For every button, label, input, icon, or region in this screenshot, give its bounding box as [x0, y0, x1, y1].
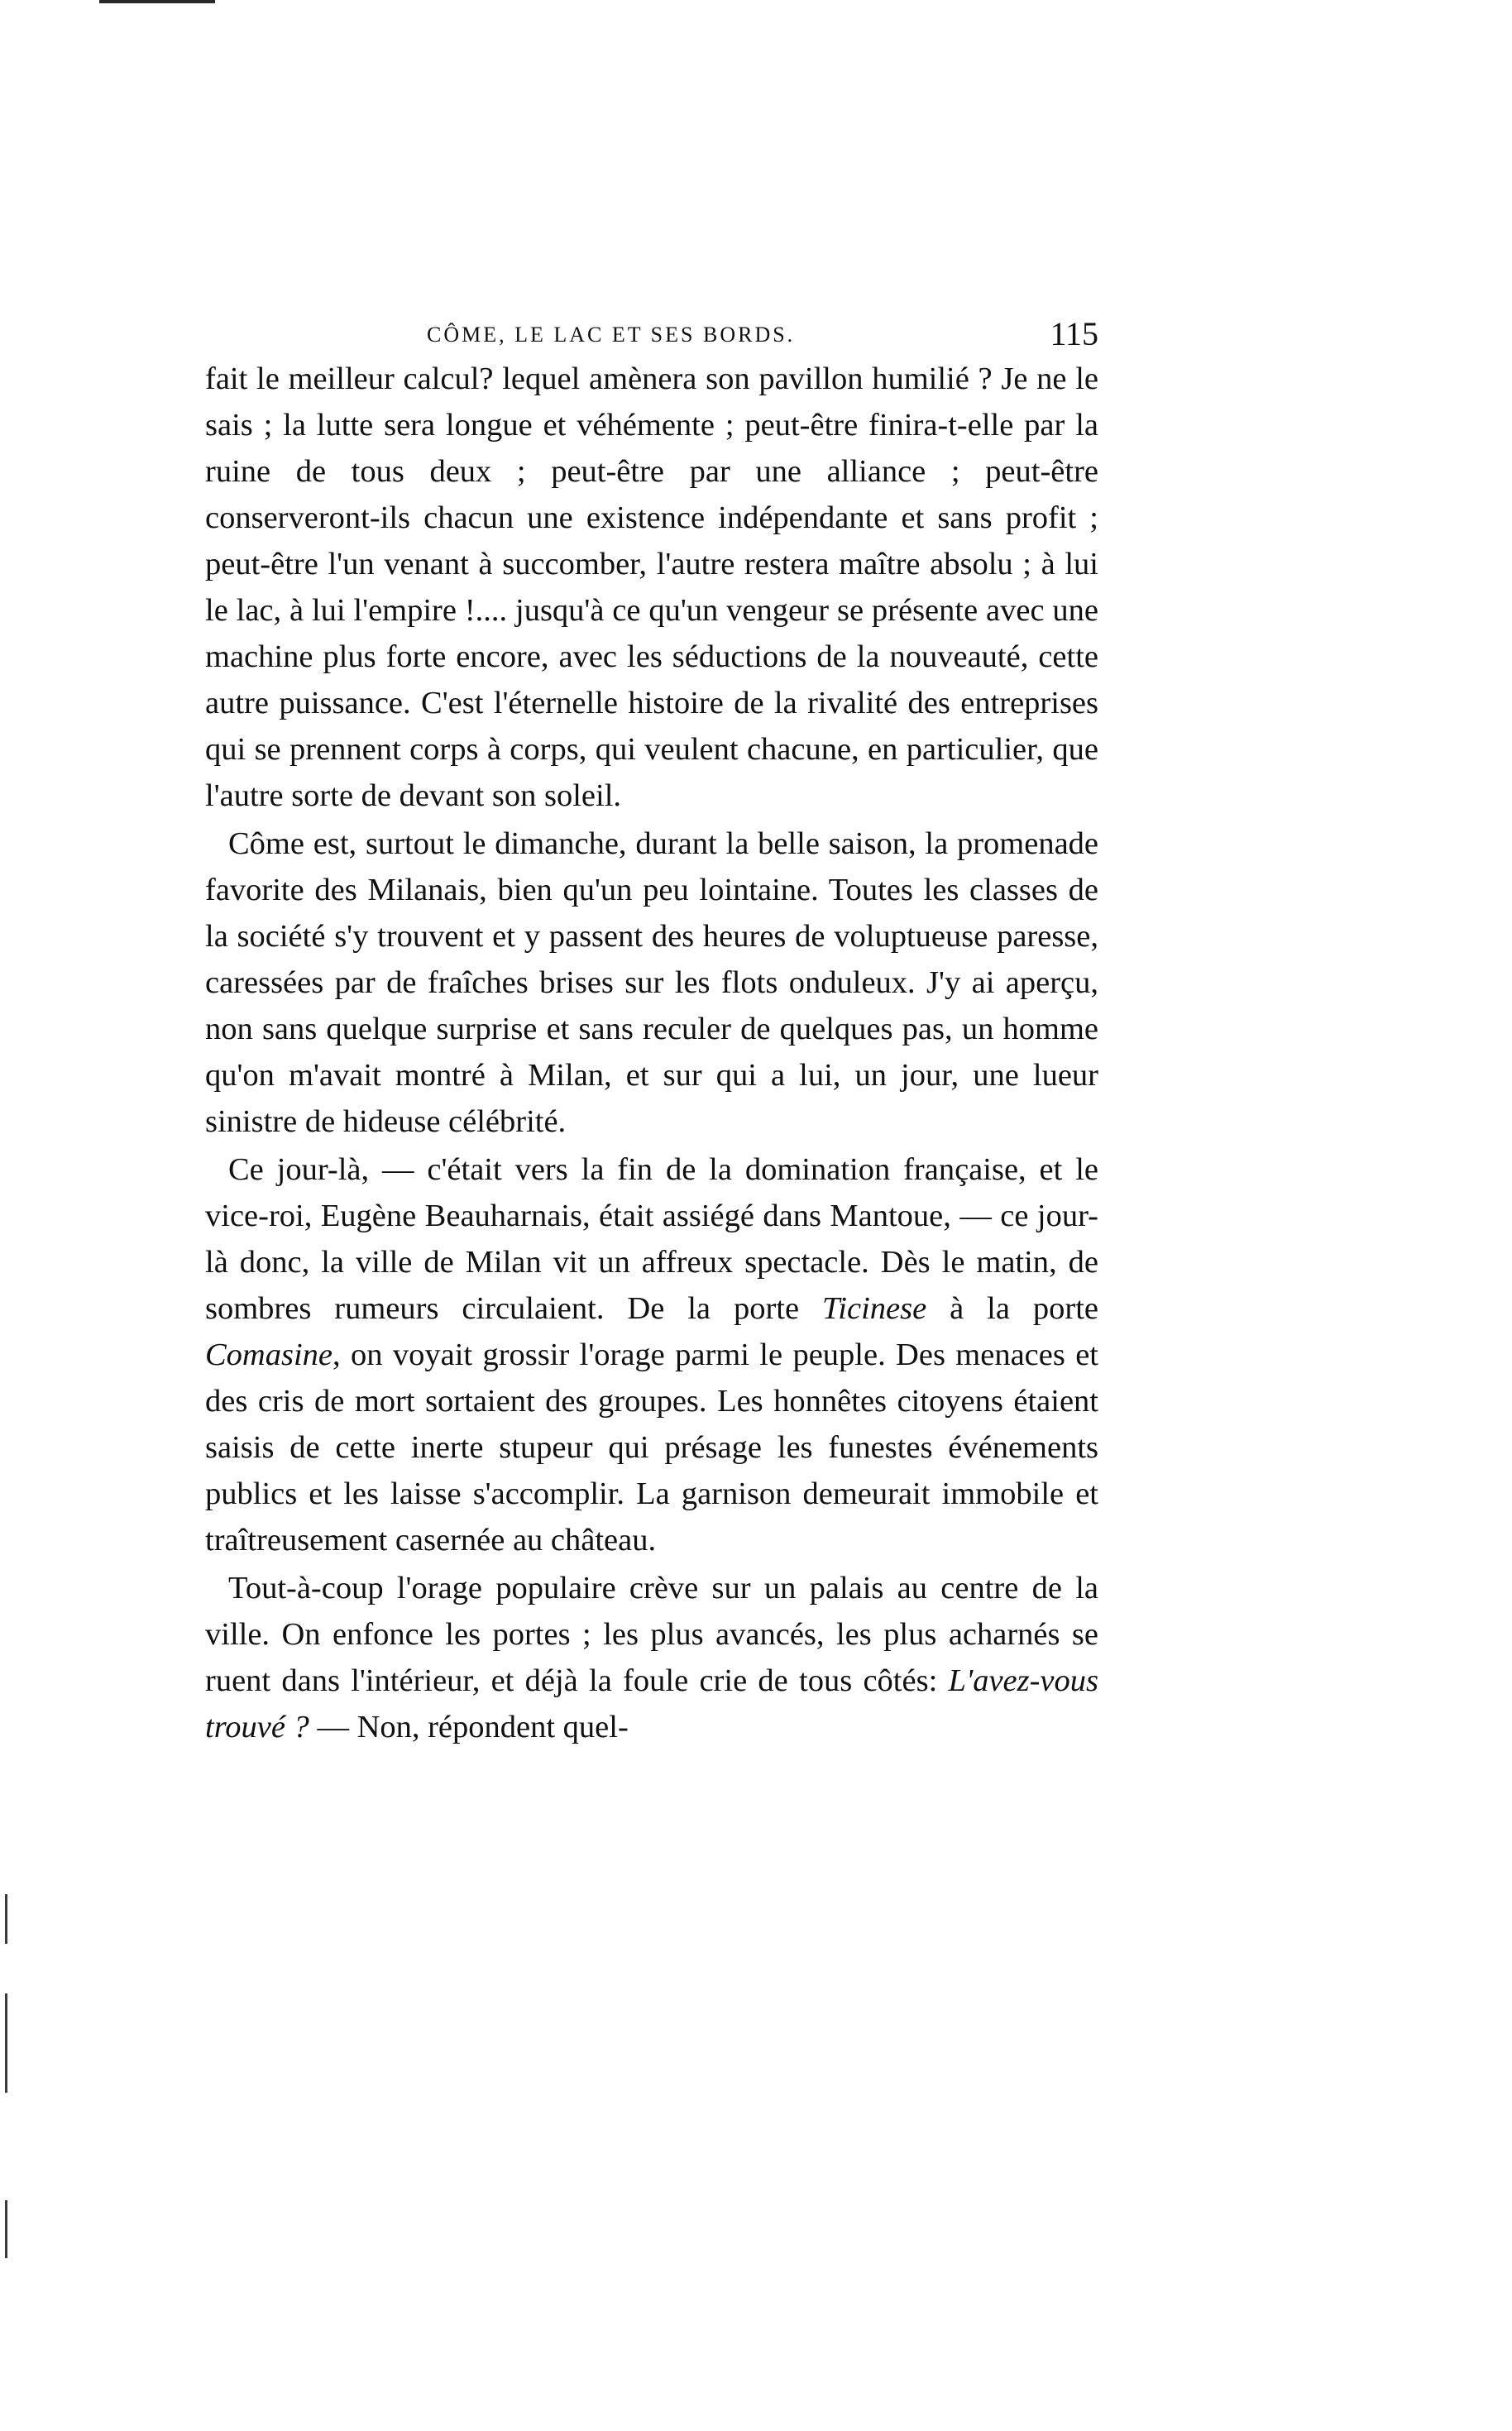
- paragraph-2: [205, 821, 1098, 1145]
- paragraph-1: [205, 356, 1098, 819]
- place-name-ticinese: Ticinese: [822, 1291, 927, 1326]
- paragraph-text: fait le meilleur calcul? lequel amènera son pavillon humilié ? Je ne le sais ; la lutte sera longue et véhémente ; peut-être finira-t-elle par la ruine de tous deux ; peut-être par une alliance ; peut-être conserveront-ils chacun une existence indépendante et sans profit ; peut-être l'un venant à succomber, l'autre restera maître absolu ; à lui le lac, à lui l'empire !.... jusqu'à ce qu'un vengeur se présente avec une machine plus forte encore, avec les séductions de la nouveauté, cette autre puissance. C'est l'éternelle histoire de la rivalité des entreprises qui se prennent corps à corps, qui veulent chacune, en particulier, que l'autre sorte de devant son soleil.: [205, 361, 1098, 813]
- running-title: CÔME, LE LAC ET SES BORDS.: [427, 323, 796, 347]
- quoted-question: L'avez-vous trouvé ?: [205, 1663, 1098, 1744]
- paragraph-text: à la porte: [926, 1291, 1098, 1326]
- page-number: 115: [1050, 315, 1098, 352]
- paragraph-3: [205, 1146, 1098, 1563]
- scan-margin-mark: [5, 1993, 7, 2093]
- paragraph-text: — Non, répondent quel-: [309, 1710, 629, 1744]
- paragraph-text: , on voyait grossir l'orage parmi le peuple. Des menaces et des cris de mort sortaient des groupes. Les honnêtes citoyens étaient saisis de cette inerte stupeur qui présage les funestes événements publics et les laisse s'accomplir. La garnison demeurait immobile et traîtreusement casernée au château.: [205, 1338, 1098, 1558]
- paragraph-4: [205, 1565, 1098, 1750]
- scan-edge-rule: [99, 0, 215, 3]
- paragraph-text: Ce jour-là, — c'était vers la fin de la domination française, et le vice-roi, Eugène Beauharnais, était assiégé dans Mantoue, — ce jour-là donc, la ville de Milan vit un affreux spectacle. Dès le matin, de sombres rumeurs circulaient. De la porte: [205, 1152, 1098, 1326]
- place-name-comasine: Comasine: [205, 1338, 333, 1372]
- scan-margin-mark: [5, 1894, 7, 1944]
- body-text: [205, 356, 1098, 1750]
- paragraph-text: Côme est, surtout le dimanche, durant la belle saison, la promenade favorite des Milanais, bien qu'un peu lointaine. Toutes les classes de la société s'y trouvent et y passent des heures de voluptueuse paresse, caressées par de fraîches brises sur les flots onduleux. J'y ai aperçu, non sans quelque surprise et sans reculer de quelques pas, un homme qu'on m'avait montré à Milan, et sur qui a lui, un jour, une lueur sinistre de hideuse célébrité.: [205, 826, 1098, 1139]
- paragraph-text: Tout-à-coup l'orage populaire crève sur un palais au centre de la ville. On enfonce les portes ; les plus avancés, les plus acharnés se ruent dans l'intérieur, et déjà la foule crie de tous côtés:: [205, 1571, 1098, 1698]
- scan-margin-mark: [5, 2200, 7, 2258]
